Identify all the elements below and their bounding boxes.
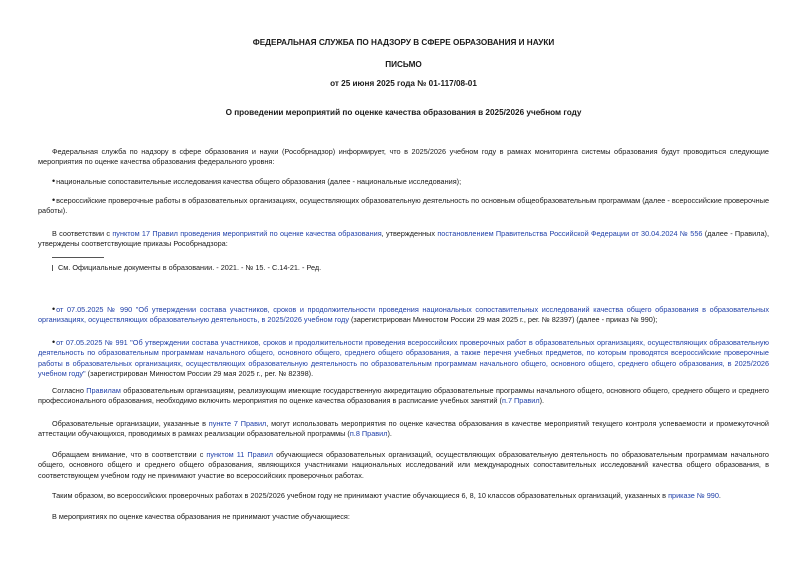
text-segment: Согласно	[52, 386, 87, 395]
link-rules[interactable]: Правилам	[86, 386, 121, 395]
text-segment: Обращаем внимание, что в соответствии с	[52, 450, 207, 459]
text-segment: ).	[387, 429, 392, 439]
text-segment: (зарегистрирован Минюстом России 29 мая 2025 г., рег. № 82398).	[85, 369, 314, 379]
link-rules-point7[interactable]: пункте 7 Правил	[208, 419, 267, 428]
link-order-990[interactable]: от 07.05.2025 № 990	[56, 305, 133, 314]
text-segment: В соответствии с	[52, 229, 113, 238]
document-date-number: от 25 июня 2025 года № 01-117/08-01	[330, 79, 477, 88]
list-item-order-991	[38, 337, 769, 380]
link-order-991-title[interactable]: "Об утверждении состава участников, сроков и продолжительности проведения всероссийских проверочных работ в образовательных организациях, осуществляющих образовательную деятельность по образовательным программам начального общего, основного общего, среднего общего образования, а также перечня учебных предметов, по которым проводятся всероссийские проверочные работы в образовательных организациях, осуществляющих образовательную деятельность по образовательным программам начального общего, основного общего, среднего общего образования, в 2025/2026 учебном году"	[38, 338, 769, 379]
link-order-991[interactable]: от 07.05.2025 № 991	[56, 338, 128, 347]
link-rules-p17[interactable]: пунктом 17 Правил проведения мероприятий по оценке качества образования	[112, 229, 382, 238]
paragraph-not-participating: В мероприятиях по оценке качества образования не принимают участие обучающиеся:	[52, 512, 350, 521]
text-segment: (зарегистрирован Минюстом России 29 мая 2025 г., рег. № 82397) (далее - приказ № 990);	[348, 315, 658, 325]
link-rules-p8[interactable]: п.8 Правил	[349, 429, 388, 439]
footnote	[52, 263, 769, 273]
text-segment: обучающиеся образовательных организаций, осуществляющих образовательную деятельность по образовательным программам начального общего, основного общего и среднего общего образования, являющихся участниками национальных исследований или международных сопоставительных исследований качества общего образования, в соответствующем учебном году не принимают участие во всероссийских проверочных работах.	[38, 450, 769, 480]
link-order-990-title[interactable]: "Об утверждении состава участников, сроков и продолжительности проведения национальных сопоставительных исследований качества общего образования в образовательных организациях, осуществляющих образовательную деятельность, в 2025/2026 учебном году	[38, 305, 769, 325]
footnote-text: См. Официальные документы в образовании. - 2021. - № 15. - С.14-21. - Ред.	[58, 263, 322, 272]
paragraph-attention	[38, 450, 769, 481]
paragraph-control	[38, 419, 769, 440]
list-item-order-990	[38, 304, 769, 326]
paragraph-orders	[38, 229, 769, 250]
text-segment: образовательным организациям, реализующим имеющие государственную аккредитацию образовательные программы начального общего, основного общего, среднего общего и среднего профессионального образования, необходимо включить мероприятия по оценке качества образования в расписание учебных занятий (	[38, 386, 769, 406]
link-order-990-ref[interactable]: приказе № 990	[668, 491, 719, 500]
text-segment: ).	[539, 396, 545, 406]
list-item-national-research: • национальные сопоставительные исследования качества общего образования (далее - национальные исследования);	[38, 176, 769, 187]
agency-title: ФЕДЕРАЛЬНАЯ СЛУЖБА ПО НАДЗОРУ В СФЕРЕ ОБРАЗОВАНИЯ И НАУКИ	[252, 38, 555, 47]
text-segment: , утвержденных	[381, 229, 438, 238]
text-segment: Образовательные организации, указанные в	[52, 419, 209, 428]
link-rules-p7[interactable]: п.7 Правил	[501, 396, 540, 406]
footnote-marker	[52, 265, 56, 271]
document-type: ПИСЬМО	[385, 60, 422, 69]
paragraph-intro: Федеральная служба по надзору в сфере образования и науки (Рособрнадзор) информирует, что в 2025/2026 учебном году в рамках мониторинга системы образования будут проводиться следующие мероприятия по оценке качества образования федерального уровня:	[38, 147, 769, 167]
list-item-vpr: • всероссийские проверочные работы в образовательных организациях, осуществляющих образовательную деятельность по основным общеобразовательным программам (далее - всероссийские проверочные работы).	[38, 195, 769, 217]
text-segment: Таким образом, во всероссийских проверочных работах в 2025/2026 учебном году не принимают участие обучающиеся 6, 8, 10 классов образовательных организаций, указанных в	[52, 491, 669, 500]
text-segment: , могут использовать мероприятия по оценке качества образования в качестве мероприятий текущего контроля успеваемости и промежуточной аттестации обучающихся, проводимых в рамках реализации образовательной программы (	[38, 419, 769, 439]
link-rules-p11[interactable]: пунктом 11 Правил	[206, 450, 273, 459]
text-segment: .	[718, 491, 721, 500]
footnote-divider	[52, 257, 104, 258]
text-segment: (далее - Правила), утверждены соответствующие приказы Рособрнадзора:	[38, 229, 770, 249]
document-subject: О проведении мероприятий по оценке качества образования в 2025/2026 учебном году	[225, 108, 582, 117]
link-government-decree[interactable]: постановлением Правительства Российской Федерации от 30.04.2024 № 556	[437, 229, 703, 238]
paragraph-conclusion	[38, 491, 769, 501]
paragraph-schedule	[38, 386, 769, 407]
